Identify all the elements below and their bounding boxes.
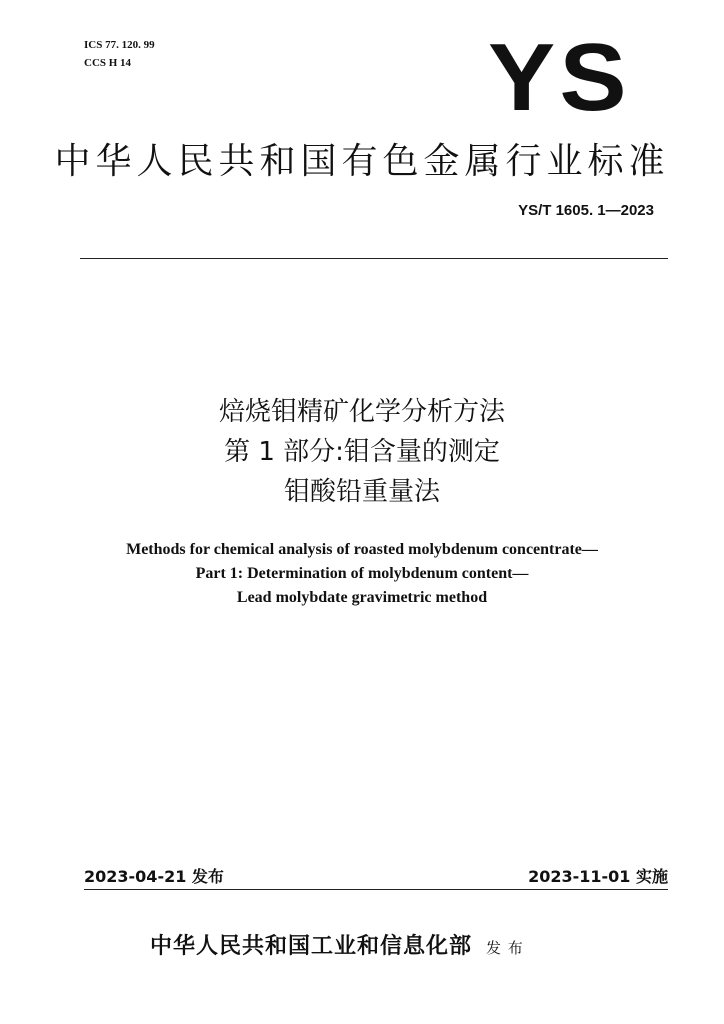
- chinese-title-line-1: 焙烧钼精矿化学分析方法: [218, 397, 505, 427]
- chinese-title-line-3: 钼酸铅重量法: [283, 477, 440, 507]
- english-title-line-1: Methods for chemical analysis of roasted molybdenum concentrate—: [126, 541, 598, 558]
- industry-standard-title: 中华人民共和国有色金属行业标准: [54, 141, 670, 182]
- chinese-title-line-2: 第 1 部分:钼含量的测定: [224, 437, 500, 467]
- english-title: [0, 538, 724, 610]
- classification-codes: [84, 36, 155, 72]
- issuer-name: 中华人民共和国工业和信息化部: [150, 933, 473, 959]
- header-divider: [80, 258, 668, 259]
- implementation-date: 2023-11-01 实施: [528, 867, 668, 886]
- chinese-title: [0, 392, 724, 512]
- date-row: [84, 864, 668, 890]
- standard-number: YS/T 1605. 1—2023: [518, 202, 654, 219]
- ics-code: ICS 77. 120. 99: [84, 39, 155, 51]
- ccs-code: CCS H 14: [84, 57, 132, 69]
- ys-logo: YS: [488, 24, 631, 131]
- issue-date: 2023-04-21 发布: [84, 867, 224, 886]
- english-title-line-3: Lead molybdate gravimetric method: [236, 589, 488, 606]
- issuer-action: 发 布: [486, 939, 524, 957]
- english-title-line-2: Part 1: Determination of molybdenum content—: [195, 565, 529, 582]
- issuing-authority: [150, 928, 524, 966]
